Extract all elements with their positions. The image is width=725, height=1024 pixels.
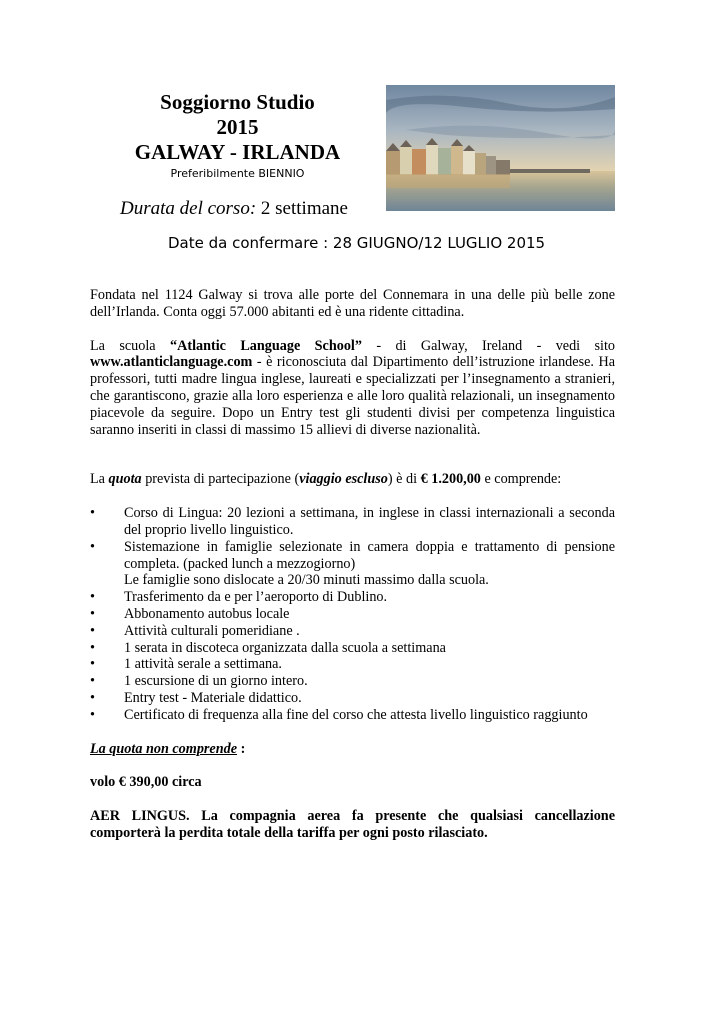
list-item-text: Attività culturali pomeridiane .: [124, 622, 300, 639]
list-item-text: • Corso di Lingua: 20 lezioni a settimana, in inglese in classi internazionali a seconda del proprio livello linguistico.: [124, 505, 615, 538]
list-item-text: Certificato di frequenza alla fine del corso che attesta livello linguistico raggiunto: [124, 706, 588, 723]
list-item-text: Trasferimento da e per l’aeroporto di Dublino.: [124, 589, 388, 606]
list-item-text: 1 serata in discoteca organizzata dalla scuola a settimana: [124, 639, 446, 656]
airline-notice: AER LINGUS. La compagnia aerea fa presente che qualsiasi cancellazione comporterà la perdita totale della tariffa per ogni posto rilasciato.: [90, 808, 615, 841]
list-item-text: • Sistemazione in famiglie selezionate in camera doppia e trattamento di pensione completa. (packed lunch a mezzogiorno): [124, 538, 615, 572]
document-body: [90, 287, 615, 842]
quota-word: quota: [108, 471, 142, 488]
school-text-a: La scuola: [90, 337, 170, 354]
excludes-heading: [90, 741, 615, 758]
list-item: [90, 539, 615, 589]
list-item-text: 1 attività serale a settimana.: [124, 656, 282, 673]
list-item: [90, 623, 615, 640]
included-list: [90, 505, 615, 723]
duration-label: Durata del corso:: [120, 198, 257, 219]
school-website-link[interactable]: www.atlanticlanguage.com: [90, 354, 253, 371]
school-paragraph: [90, 338, 615, 439]
list-item: [90, 589, 615, 606]
galway-harbour-photo: [386, 85, 615, 211]
list-item-text: Entry test - Materiale didattico.: [124, 689, 302, 706]
intro-paragraph: Fondata nel 1124 Galway si trova alle porte del Connemara in una delle più belle zone dell’Irlanda. Conta oggi 57.000 abitanti ed è una ridente cittadina.: [90, 287, 615, 320]
quota-text-a: La: [90, 471, 109, 488]
school-text-b: - di Galway, Ireland - vedi sito: [361, 337, 616, 354]
list-item-note: Le famiglie sono dislocate a 20/30 minuti massimo dalla scuola.: [124, 572, 489, 589]
list-item-text: Abbonamento autobus locale: [124, 605, 290, 622]
quota-paragraph: [90, 471, 615, 488]
list-item: [90, 673, 615, 690]
excludes-heading-suffix: :: [237, 740, 246, 757]
excludes-heading-text: La quota non comprende: [90, 740, 238, 757]
quota-text-d: e comprende:: [480, 471, 562, 488]
list-item: [90, 690, 615, 707]
list-item: [90, 606, 615, 623]
subtitle: Preferibilmente BIENNIO: [170, 167, 305, 180]
title-block: [100, 90, 375, 182]
quota-text-c: ) è di: [387, 471, 421, 488]
quota-price: € 1.200,00: [420, 471, 481, 488]
list-item: [90, 656, 615, 673]
dates-line: Date da confermare : 28 GIUGNO/12 LUGLIO 2015: [168, 234, 546, 252]
list-item: [90, 505, 615, 539]
title-line-1: Soggiorno Studio: [160, 90, 315, 114]
list-item: [90, 640, 615, 657]
list-item-text: 1 escursione di un giorno intero.: [124, 673, 308, 690]
quota-text-b: prevista di partecipazione (: [141, 471, 300, 488]
duration-value: 2 settimane: [256, 198, 348, 219]
school-name: “Atlantic Language School”: [170, 337, 362, 354]
school-text-c: - è riconosciuta dal Dipartimento dell’istruzione irlandese. Ha professori, tutti madre lingua inglese, laureati e specializzati per l’insegnamento a stranieri, che garantiscono, grazie alla loro esperienza e alle loro qualità relazionali, un insegnamento piacevole da seguire. Dopo un Entry test gli studenti divisi per competenza linguistica saranno inseriti in classi di massimo 15 allievi di diverse nazionalità.: [90, 354, 615, 438]
title-line-2: 2015: [216, 115, 259, 139]
course-duration: [120, 198, 348, 220]
flight-cost: volo € 390,00 circa: [90, 774, 202, 791]
quota-excluded: viaggio escluso: [299, 471, 388, 488]
title-line-3: GALWAY - IRLANDA: [134, 140, 341, 164]
list-item: [90, 707, 615, 724]
